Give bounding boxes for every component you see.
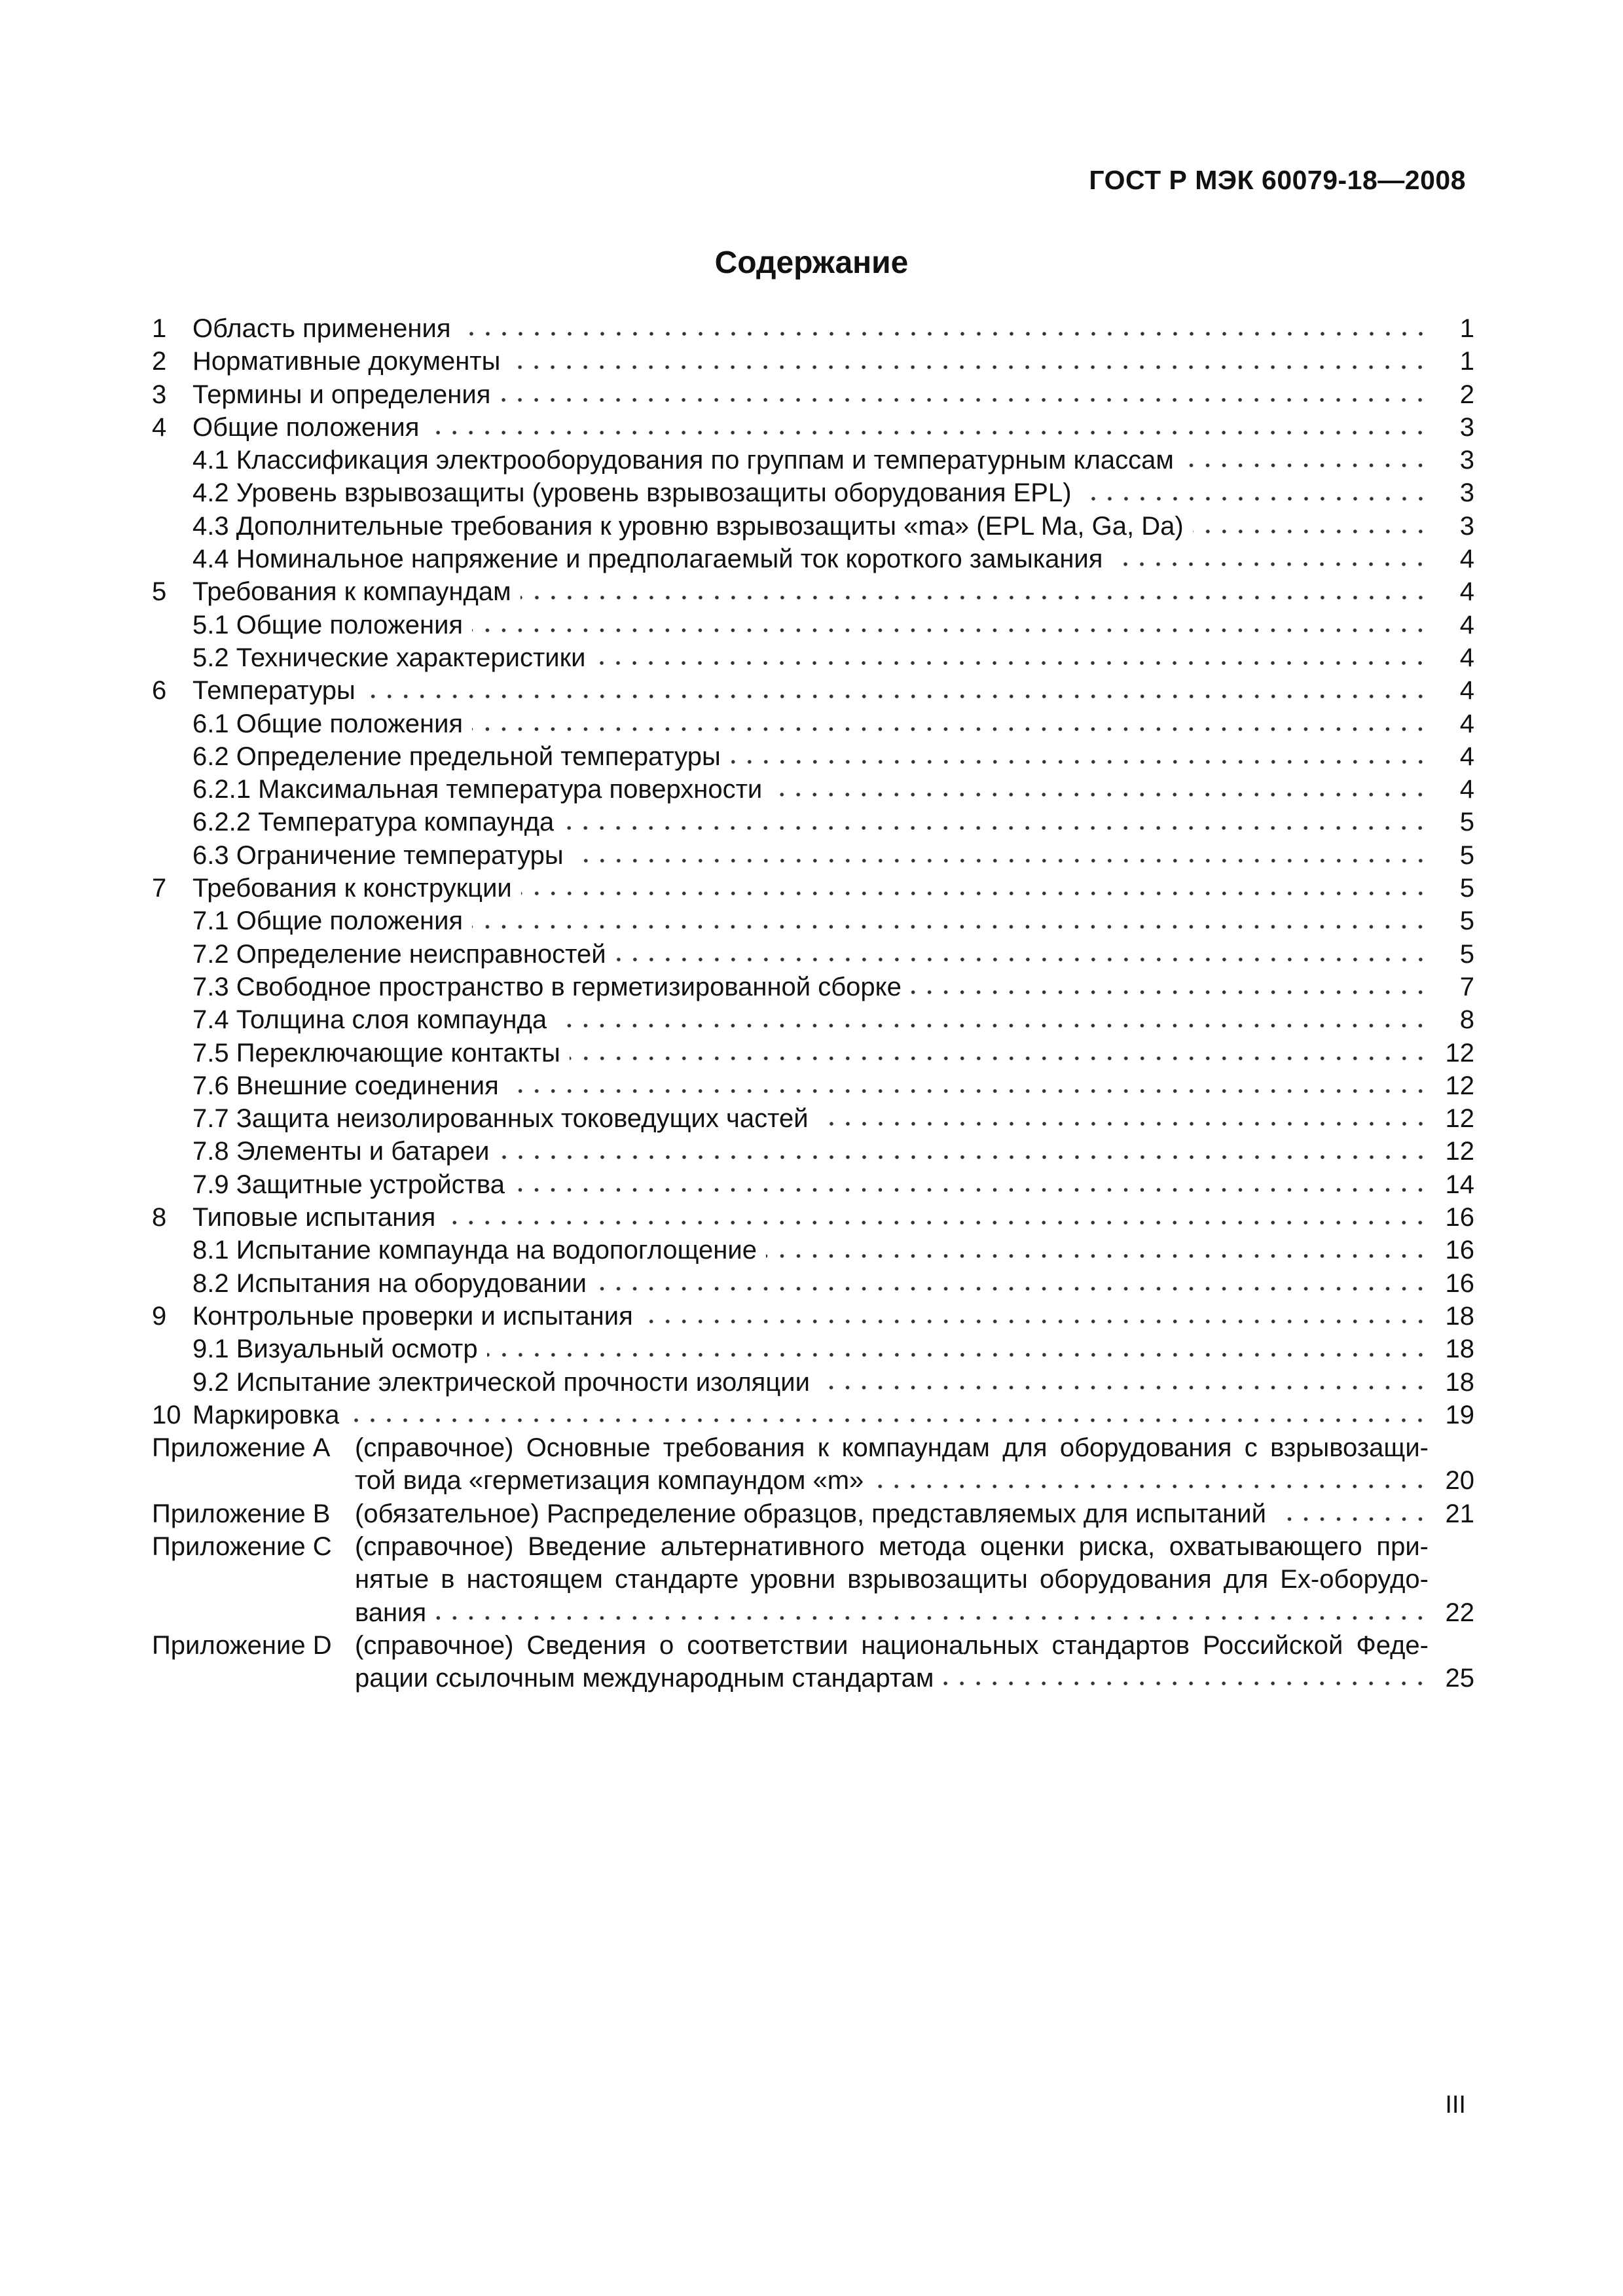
dot-leader (1193, 529, 1429, 533)
toc-entry-page: 16 (1445, 1236, 1474, 1265)
dot-leader (818, 1122, 1429, 1126)
page-number: III (1445, 2091, 1466, 2119)
dot-leader (1183, 463, 1429, 467)
appendix-last-line (355, 1662, 1474, 1695)
toc-entry-title: 7.8 Элементы и батареи (192, 1137, 490, 1166)
toc-entry[interactable] (152, 1102, 1474, 1135)
toc-entry-page: 19 (1445, 1400, 1474, 1429)
toc-entry-page: 8 (1459, 1005, 1474, 1035)
toc-entry[interactable] (152, 674, 1474, 707)
toc-entry-page: 12 (1445, 1038, 1474, 1067)
appendix-body (355, 1431, 1474, 1498)
dot-leader (472, 925, 1429, 929)
toc-entry[interactable] (152, 971, 1474, 1003)
toc-entry-title: 5.1 Общие положения (192, 610, 464, 639)
toc-entry-title: 7.3 Свободное пространство в герметизированной сборке (192, 972, 902, 1001)
appendix-title-line: рации ссылочным международным стандартам (355, 1664, 934, 1693)
toc-entry[interactable] (152, 1003, 1474, 1036)
toc-entry-title: 6.3 Ограничение температуры (192, 840, 564, 870)
appendix-title-line: (справочное) Сведения о соответствии национальных стандартов Российской Феде- (355, 1630, 1429, 1660)
toc-entry-title: 5.2 Технические характеристики (192, 643, 586, 672)
toc-entry-title: Маркировка (192, 1400, 340, 1429)
dot-leader (435, 1616, 1429, 1620)
dot-leader (508, 1089, 1429, 1093)
toc-entry[interactable] (152, 806, 1474, 838)
toc-entry-title: Контрольные проверки и испытания (192, 1301, 633, 1331)
toc-entry[interactable] (152, 1168, 1474, 1201)
toc-entry-title: 9.1 Визуальный осмотр (192, 1335, 478, 1364)
appendix-last-line (355, 1464, 1474, 1497)
toc-appendix[interactable] (152, 1431, 1474, 1498)
dot-leader (509, 365, 1429, 369)
toc-entry-page: 1 (1459, 347, 1474, 376)
toc-entry[interactable] (152, 312, 1474, 345)
toc-entry-title: Термины и определения (192, 380, 491, 409)
toc-entry-title: 4.4 Номинальное напряжение и предполагаемый ток короткого замыкания (192, 545, 1103, 574)
appendix-title-line: вания (355, 1598, 427, 1627)
toc-entry[interactable] (152, 641, 1474, 674)
toc-entry-title: Область применения (192, 314, 451, 343)
toc-entry-title: 9.2 Испытание электрической прочности изоляции (192, 1367, 810, 1397)
toc-entry-title: Нормативные документы (192, 347, 501, 376)
toc-entry-title: 7.9 Защитные устройства (192, 1170, 505, 1199)
appendix-label: Приложение D (152, 1630, 332, 1660)
toc-entry-title: 7.1 Общие положения (192, 906, 464, 936)
toc-entry-page: 18 (1445, 1335, 1474, 1364)
toc-entry[interactable] (152, 872, 1474, 905)
toc-entry-title: 4.3 Дополнительные требования к уровню взрывозащиты «ma» (EPL Ma, Ga, Da) (192, 511, 1184, 541)
toc-entry-number: 6 (152, 676, 167, 706)
dot-leader (472, 628, 1429, 632)
toc-entry-title: 6.2.1 Максимальная температура поверхности (192, 775, 763, 804)
appendix-last-line (355, 1596, 1474, 1629)
toc-entry-page: 14 (1445, 1170, 1474, 1199)
toc-entry-title: 7.4 Толщина слоя компаунда (192, 1005, 547, 1035)
dot-leader (428, 431, 1429, 435)
toc-entry-page: 16 (1445, 1268, 1474, 1298)
dot-leader (514, 1188, 1429, 1192)
toc-entry-page: 4 (1459, 577, 1474, 607)
toc-entry[interactable] (152, 839, 1474, 872)
toc-entry-title: 7.2 Определение неисправностей (192, 939, 606, 969)
dot-leader (642, 1319, 1429, 1323)
toc-entry-title: 7.5 Переключающие контакты (192, 1038, 560, 1067)
toc-entry[interactable] (152, 1366, 1474, 1399)
dot-leader (348, 1418, 1429, 1422)
toc-entry-title: Типовые испытания (192, 1203, 436, 1232)
toc-entry-page: 5 (1459, 906, 1474, 936)
toc-entry-number: 2 (152, 347, 167, 376)
toc-entry-title: Требования к конструкции (192, 874, 512, 903)
toc-entry[interactable] (152, 543, 1474, 575)
table-of-contents (152, 312, 1474, 1695)
appendix-title-line: (обязательное) Распределение образцов, представляемых для испытаний (355, 1499, 1266, 1528)
toc-entry-page: 3 (1459, 511, 1474, 541)
toc-entry-title: 4.1 Классификация электрооборудования по группам и температурным классам (192, 446, 1174, 475)
dot-leader (445, 1221, 1429, 1225)
toc-entry-page: 12 (1445, 1137, 1474, 1166)
toc-entries (152, 312, 1474, 1431)
toc-entry[interactable] (152, 1300, 1474, 1333)
toc-entry-title: 8.1 Испытание компаунда на водопоглощение (192, 1236, 757, 1265)
toc-entry[interactable] (152, 575, 1474, 608)
dot-leader (771, 793, 1429, 797)
toc-entry-title: 7.6 Внешние соединения (192, 1071, 499, 1100)
appendix-title-line: (справочное) Основные требования к компаундам для оборудования с взрывозащи- (355, 1433, 1429, 1463)
toc-entry-title: 6.2 Определение предельной температуры (192, 742, 721, 771)
toc-entry[interactable] (152, 708, 1474, 740)
toc-entry-page: 4 (1459, 643, 1474, 672)
toc-entry[interactable] (152, 1037, 1474, 1069)
toc-entry-title: 6.1 Общие положения (192, 709, 464, 738)
toc-entry-page: 4 (1459, 676, 1474, 706)
toc-entry-number: 7 (152, 874, 167, 903)
appendix-page: 22 (1445, 1598, 1474, 1627)
dot-leader (556, 1024, 1429, 1028)
dot-leader (943, 1681, 1429, 1685)
toc-entry-page: 18 (1445, 1367, 1474, 1397)
toc-entry-page: 18 (1445, 1301, 1474, 1331)
dot-leader (520, 596, 1429, 600)
toc-entry[interactable] (152, 1399, 1474, 1431)
dot-leader (766, 1254, 1429, 1258)
appendix-label: Приложение C (152, 1532, 332, 1561)
toc-entry[interactable] (152, 1234, 1474, 1266)
toc-entry-page: 2 (1459, 380, 1474, 409)
appendix-body (355, 1629, 1474, 1695)
page-title: Содержание (714, 245, 909, 280)
toc-entry-page: 3 (1459, 446, 1474, 475)
toc-entry-page: 4 (1459, 775, 1474, 804)
dot-leader (596, 1287, 1429, 1291)
dot-leader (499, 1155, 1429, 1159)
toc-entry[interactable] (152, 1333, 1474, 1365)
toc-entry-number: 1 (152, 314, 167, 343)
dot-leader (615, 958, 1429, 961)
toc-entry-page: 5 (1459, 874, 1474, 903)
toc-entry-title: 8.2 Испытания на оборудовании (192, 1268, 587, 1298)
dot-leader (594, 661, 1429, 665)
toc-entry-number: 10 (152, 1400, 181, 1429)
dot-leader (730, 760, 1429, 764)
toc-appendix[interactable] (152, 1629, 1474, 1695)
appendix-title-line: той вида «герметизация компаундом «m» (355, 1466, 864, 1496)
toc-entry-page: 4 (1459, 610, 1474, 639)
toc-entry-number: 4 (152, 412, 167, 442)
toc-entry-title: 6.2.2 Температура компаунда (192, 808, 555, 837)
toc-entry-title: Общие положения (192, 412, 420, 442)
toc-entry[interactable] (152, 609, 1474, 641)
dot-leader (819, 1386, 1429, 1390)
dot-leader (1112, 562, 1429, 566)
dot-leader (573, 859, 1429, 863)
toc-entry-page: 7 (1459, 972, 1474, 1001)
toc-entry[interactable] (152, 1135, 1474, 1168)
toc-entry-title: Температуры (192, 676, 356, 706)
appendix-page: 20 (1445, 1466, 1474, 1496)
toc-entry-page: 5 (1459, 840, 1474, 870)
dot-leader (563, 826, 1429, 830)
toc-entry-number: 8 (152, 1203, 167, 1232)
dot-leader (365, 694, 1429, 698)
dot-leader (873, 1484, 1429, 1488)
toc-entry-number: 9 (152, 1301, 167, 1331)
toc-entry[interactable] (152, 345, 1474, 378)
dot-leader (472, 727, 1429, 731)
toc-entry-title: 7.7 Защита неизолированных токоведущих частей (192, 1104, 809, 1134)
toc-entry[interactable] (152, 510, 1474, 543)
appendix-last-line (355, 1498, 1474, 1530)
dot-leader (487, 1353, 1429, 1357)
toc-entry-page: 1 (1459, 314, 1474, 343)
toc-appendix[interactable] (152, 1498, 1474, 1530)
toc-entry[interactable] (152, 411, 1474, 444)
toc-entry-page: 4 (1459, 709, 1474, 738)
toc-entry[interactable] (152, 740, 1474, 773)
toc-entry-number: 3 (152, 380, 167, 409)
toc-entry-number: 5 (152, 577, 167, 607)
appendix-label: Приложение B (152, 1499, 331, 1528)
toc-entry[interactable] (152, 1069, 1474, 1102)
dot-leader (911, 990, 1429, 994)
appendix-title-line: нятые в настоящем стандарте уровни взрывозащиты оборудования для Ex-оборудо- (355, 1565, 1429, 1594)
appendix-page: 25 (1445, 1664, 1474, 1693)
toc-entry[interactable] (152, 444, 1474, 476)
toc-entry-page: 4 (1459, 742, 1474, 771)
toc-entry-page: 12 (1445, 1071, 1474, 1100)
toc-appendices (152, 1431, 1474, 1695)
document-header: ГОСТ Р МЭК 60079-18—2008 (1089, 165, 1466, 195)
dot-leader (460, 332, 1429, 336)
toc-entry-page: 3 (1459, 412, 1474, 442)
toc-entry[interactable] (152, 905, 1474, 937)
toc-entry[interactable] (152, 773, 1474, 806)
dot-leader (500, 398, 1429, 402)
dot-leader (1081, 497, 1429, 501)
appendix-label: Приложение A (152, 1433, 331, 1463)
toc-entry[interactable] (152, 1267, 1474, 1300)
appendix-page: 21 (1445, 1499, 1474, 1528)
toc-entry-page: 3 (1459, 478, 1474, 508)
toc-entry-page: 5 (1459, 939, 1474, 969)
toc-entry[interactable] (152, 1201, 1474, 1234)
dot-leader (1275, 1517, 1429, 1521)
toc-entry[interactable] (152, 378, 1474, 411)
appendix-title-line: (справочное) Введение альтернативного метода оценки риска, охватывающего при- (355, 1532, 1429, 1561)
toc-entry-page: 5 (1459, 808, 1474, 837)
toc-entry-page: 4 (1459, 545, 1474, 574)
toc-entry-title: Требования к компаундам (192, 577, 511, 607)
appendix-body (355, 1530, 1474, 1629)
dot-leader (570, 1056, 1429, 1060)
appendix-body (355, 1498, 1474, 1530)
toc-entry-page: 16 (1445, 1203, 1474, 1232)
dot-leader (521, 891, 1429, 895)
toc-entry[interactable] (152, 476, 1474, 509)
toc-entry-title: 4.2 Уровень взрывозащиты (уровень взрывозащиты оборудования EPL) (192, 478, 1072, 508)
toc-entry[interactable] (152, 938, 1474, 971)
toc-entry-page: 12 (1445, 1104, 1474, 1134)
toc-appendix[interactable] (152, 1530, 1474, 1629)
